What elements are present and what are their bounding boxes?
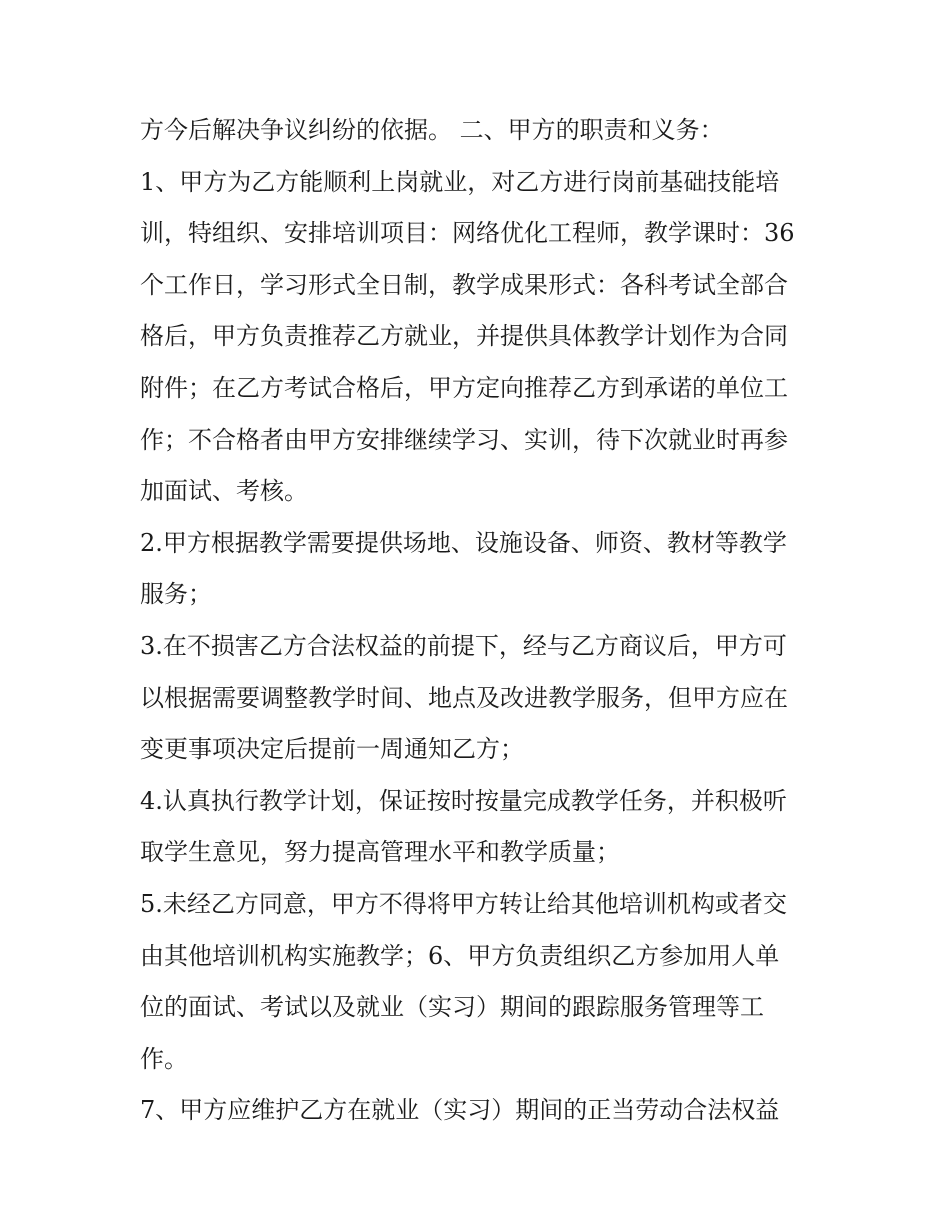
text-line: 1、甲方为乙方能顺利上岗就业，对乙方进行岗前基础技能培 xyxy=(140,167,780,196)
text-line: 格后，甲方负责推荐乙方就业，并提供具体教学计划作为合同 xyxy=(140,322,788,351)
text-line: 5.未经乙方同意，甲方不得将甲方转让给其他培训机构或者交 xyxy=(140,889,787,918)
text-line: 变更事项决定后提前一周通知乙方； xyxy=(140,735,524,764)
text-line: 服务； xyxy=(140,580,212,609)
text-line: 位的面试、考试以及就业（实习）期间的跟踪服务管理等工 xyxy=(140,993,764,1022)
text-line: 3.在不损害乙方合法权益的前提下，经与乙方商议后，甲方可 xyxy=(140,631,787,660)
text-line: 4.认真执行教学计划，保证按时按量完成教学任务，并积极听 xyxy=(140,786,787,815)
text-line: 由其他培训机构实施教学；6、甲方负责组织乙方参加用人单 xyxy=(140,941,780,970)
text-line: 个工作日，学习形式全日制，教学成果形式：各科考试全部合 xyxy=(140,270,788,299)
text-line: 附件；在乙方考试合格后，甲方定向推荐乙方到承诺的单位工 xyxy=(140,373,788,402)
text-line: 作；不合格者由甲方安排继续学习、实训，待下次就业时再参 xyxy=(140,425,788,454)
text-line: 作。 xyxy=(140,1044,188,1073)
text-line: 加面试、考核。 xyxy=(140,477,308,506)
text-line: 取学生意见，努力提高管理水平和教学质量； xyxy=(140,838,620,867)
text-line: 以根据需要调整教学时间、地点及改进教学服务，但甲方应在 xyxy=(140,683,788,712)
text-line: 2.甲方根据教学需要提供场地、设施设备、师资、教材等教学 xyxy=(140,528,787,557)
document-body xyxy=(140,105,820,1137)
text-line: 7、甲方应维护乙方在就业（实习）期间的正当劳动合法权益 xyxy=(140,1096,780,1125)
text-line: 方今后解决争议纠纷的依据。 二、甲方的职责和义务： xyxy=(140,116,724,144)
text-line: 训，特组织、安排培训项目：网络优化工程师，教学课时：36 xyxy=(140,219,795,248)
